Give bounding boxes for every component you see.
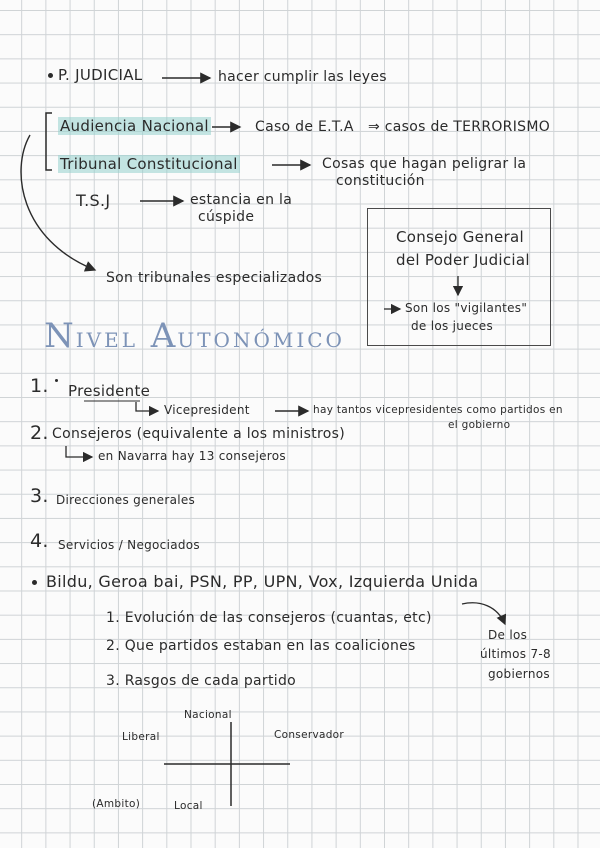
- bracket-left: [46, 113, 52, 170]
- side-note-2: últimos 7-8: [480, 647, 551, 661]
- parties-list: Bildu, Geroa bai, PSN, PP, UPN, Vox, Izquierda Unida: [46, 572, 479, 591]
- axis-bottom-left-label: (Ambito): [92, 798, 141, 810]
- title-a: A: [150, 316, 178, 356]
- side-note-3: gobiernos: [488, 667, 550, 681]
- servicios: Servicios / Negociados: [58, 538, 200, 552]
- section-title: [44, 316, 345, 356]
- audiencia-case: Caso de E.T.A: [255, 119, 354, 135]
- question-2: 2. Que partidos estaban en las coaliciones: [106, 638, 416, 654]
- num-4: 4.: [30, 530, 49, 552]
- tribunal-desc-2: constitución: [336, 173, 425, 189]
- box-line4: de los jueces: [411, 319, 494, 333]
- direcciones: Direcciones generales: [56, 493, 196, 507]
- title-utonomico: UTONÓMICO: [177, 328, 345, 352]
- pjudicial-label: P. JUDICIAL: [58, 66, 143, 84]
- consejeros: Consejeros (equivalente a los ministros): [52, 426, 345, 442]
- arrow-navarra: [66, 446, 92, 457]
- pjudicial-desc: hacer cumplir las leyes: [218, 69, 387, 85]
- title-n: N: [44, 316, 76, 356]
- curve-arrow-evolucion: [462, 603, 505, 624]
- vice-note-2: el gobierno: [448, 419, 511, 431]
- title-ivel: IVEL: [75, 328, 138, 352]
- axis-bottom-label: Local: [174, 800, 203, 812]
- audiencia-label: Audiencia Nacional: [60, 117, 209, 135]
- tsj-desc-2: cúspide: [198, 209, 255, 225]
- box-line3: Son los "vigilantes": [405, 301, 528, 315]
- presidente: Presidente: [68, 382, 151, 400]
- tsj-desc: estancia en la: [190, 192, 293, 208]
- box-line2: del Poder Judicial: [396, 251, 530, 269]
- terrorismo-text: ⇒ casos de TERRORISMO: [368, 119, 551, 135]
- box-line1: Consejo General: [396, 228, 524, 246]
- tsj-label: T.S.J: [76, 191, 111, 210]
- axis-right-label: Conservador: [274, 729, 345, 741]
- especializados-text: Son tribunales especializados: [106, 270, 323, 286]
- bullet: [32, 580, 37, 585]
- num-2: 2.: [30, 422, 49, 444]
- vicepresident: Vicepresident: [164, 403, 250, 417]
- question-1: 1. Evolución de las consejeros (cuantas, etc): [106, 610, 432, 626]
- axis-top-label: Nacional: [184, 709, 232, 721]
- tribunal-desc: Cosas que hagan peligrar la: [322, 156, 527, 172]
- num-1: 1.: [30, 375, 49, 397]
- bullet: [55, 379, 58, 382]
- navarra: en Navarra hay 13 consejeros: [98, 449, 286, 463]
- side-note-1: De los: [488, 628, 528, 642]
- tribunal-label: Tribunal Constitucional: [60, 155, 238, 173]
- arrow-presidente-down: [136, 402, 158, 411]
- bullet: [48, 73, 53, 78]
- num-3: 3.: [30, 485, 49, 507]
- axis-left-label: Liberal: [122, 731, 160, 743]
- question-3: 3. Rasgos de cada partido: [106, 673, 296, 689]
- vice-note: hay tantos vicepresidentes como partidos en: [313, 404, 563, 416]
